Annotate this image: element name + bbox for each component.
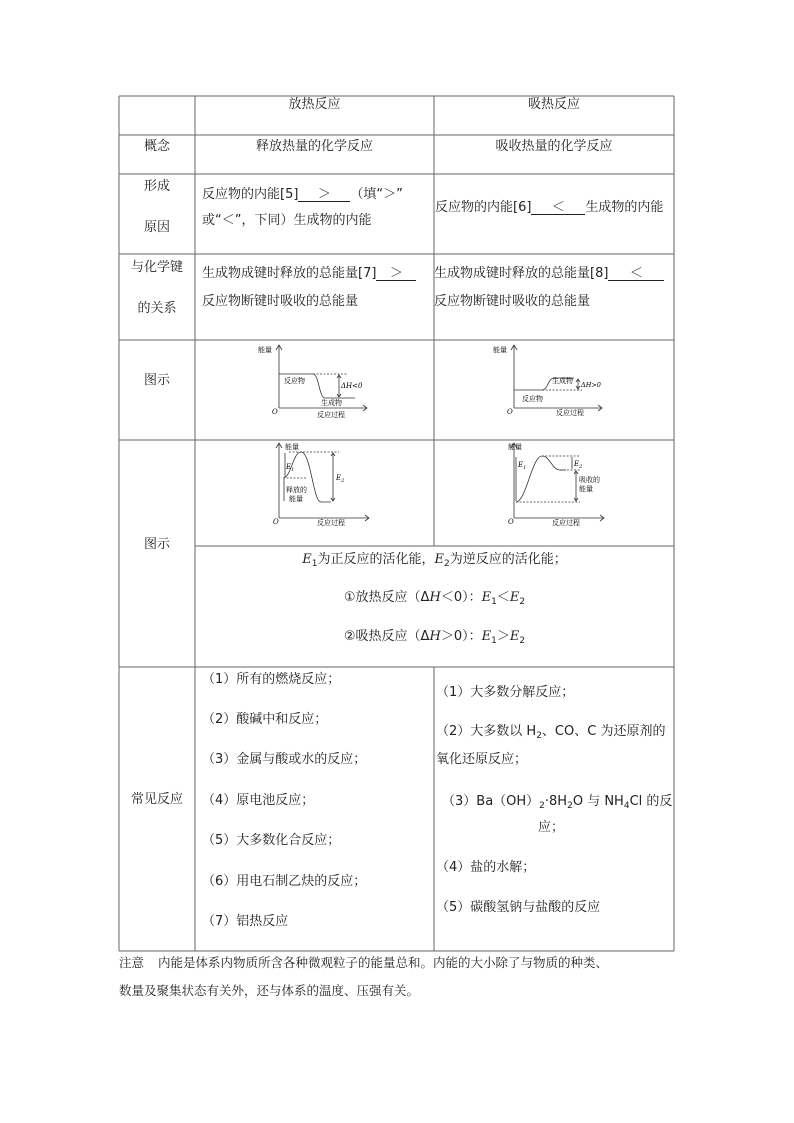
list-item: （6）用电石制乙炔的反应； (202, 874, 367, 889)
x-axis-label: 反应过程 (317, 519, 345, 527)
list-item: （2）大多数以 $H_2$、CO、C 为还原剂的 (436, 724, 666, 741)
concept-endothermic: 吸收热量的化学反应 (495, 139, 613, 154)
row-label-concept: 概念 (143, 139, 170, 154)
cause-endothermic: 反应物的内能[6] ＜ 生成物的内能 (435, 200, 664, 215)
product-label: 生成物 (321, 399, 342, 407)
concept-exothermic: 释放热量的化学反应 (255, 139, 373, 154)
note-label: 注意 (119, 955, 145, 970)
row-label-common: 常见反应 (130, 792, 183, 807)
cause-exothermic-line2: 或“＜”，下同）生成物的内能 (202, 213, 372, 228)
endothermic-activation-relation: ②吸热反应（ΔH＞0）：$E_1>E_2$ (343, 629, 526, 646)
released-energy-label-2: 能量 (289, 495, 303, 503)
y-axis-label: 能量 (508, 443, 522, 451)
list-item: （2）酸碱中和反应； (202, 712, 328, 727)
list-item: （1）所有的燃烧反应； (202, 672, 341, 687)
header-endothermic: 吸热反应 (527, 97, 580, 112)
row-label-diagram-2: 图示 (143, 537, 170, 552)
list-item: （5）大多数化合反应； (202, 833, 341, 848)
y-axis-label: 能量 (493, 346, 507, 354)
absorbed-energy-label-2: 能量 (579, 485, 593, 493)
list-item: （7）铝热反应 (202, 914, 289, 929)
origin-label: O (273, 518, 279, 526)
row-label-bond-1: 与化学键 (130, 260, 183, 275)
origin-label: O (508, 518, 514, 526)
origin-label: O (507, 408, 513, 416)
answer-5: ＞ (298, 188, 350, 202)
product-label: 生成物 (552, 377, 573, 385)
row-label-diagram-1: 图示 (143, 373, 170, 388)
bond-endothermic-line2: 反应物断键时吸收的总能量 (434, 294, 591, 309)
e1-label: $E_1$ (286, 463, 295, 473)
bond-exothermic-line2: 反应物断键时吸收的总能量 (202, 294, 359, 309)
delta-h-label: ΔH<0 (341, 382, 363, 390)
list-item: （4）原电池反应； (202, 793, 315, 808)
cause-exothermic-line1: 反应物的内能[5] ＞ （填“＞” (202, 187, 403, 202)
x-axis-label: 反应过程 (317, 411, 345, 419)
released-energy-label-1: 释放的 (286, 486, 307, 494)
list-item: （4）盐的水解； (436, 860, 536, 875)
note-line-2: 数量及聚集状态有关外，还与体系的温度、压强有关。 (119, 983, 420, 998)
list-item: （3）金属与酸或水的反应； (202, 752, 367, 767)
x-axis-label: 反应过程 (556, 409, 584, 417)
e2-label: $E_2$ (336, 474, 345, 484)
list-item-continued: 氧化还原反应； (436, 752, 528, 767)
exothermic-activation-diagram (265, 440, 375, 528)
delta-h-label: ΔH>0 (581, 381, 601, 389)
reactant-label: 反应物 (284, 377, 305, 385)
list-item: $(3)Ba(OH)_2\cdot 8H_2O$ 与 $NH_4Cl$ 的反 (442, 794, 673, 811)
list-item: （1）大多数分解反应； (436, 685, 575, 700)
absorbed-energy-label-1: 吸收的 (579, 476, 600, 484)
y-axis-label: 能量 (285, 443, 299, 451)
header-exothermic: 放热反应 (288, 97, 341, 112)
answer-6: ＜ (531, 201, 585, 215)
origin-label: O (272, 408, 278, 416)
answer-7: ＞ (376, 267, 416, 281)
exothermic-energy-diagram (255, 340, 375, 420)
y-axis-label: 能量 (258, 346, 272, 354)
endothermic-energy-diagram (490, 340, 610, 420)
e2-label: $E_2$ (574, 460, 583, 470)
activation-energy-definition: $E_1$为正反应的活化能，$E_2$为逆反应的活化能； (302, 552, 567, 569)
endothermic-activation-diagram (500, 440, 615, 528)
row-label-cause-2: 原因 (143, 220, 170, 235)
exothermic-activation-relation: ①放热反应（ΔH＜0）：$E_1<E_2$ (343, 590, 526, 607)
list-item-continued: 应； (538, 820, 565, 835)
bond-endothermic-line1: 生成物成键时释放的总能量[8] ＜ (434, 267, 664, 281)
e1-label: $E_1$ (518, 461, 527, 471)
row-label-cause-1: 形成 (143, 179, 170, 194)
list-item: （5）碳酸氢钠与盐酸的反应 (436, 900, 601, 915)
x-axis-label: 反应过程 (552, 519, 580, 527)
row-label-bond-2: 的关系 (137, 301, 177, 316)
bond-exothermic-line1: 生成物成键时释放的总能量[7] ＞ (202, 267, 416, 281)
note-line-1: 注意 内能是体系内物质所含各种微观粒子的能量总和。内能的大小除了与物质的种类、 (119, 955, 609, 970)
answer-8: ＜ (608, 267, 664, 281)
reactant-label: 反应物 (522, 395, 543, 403)
